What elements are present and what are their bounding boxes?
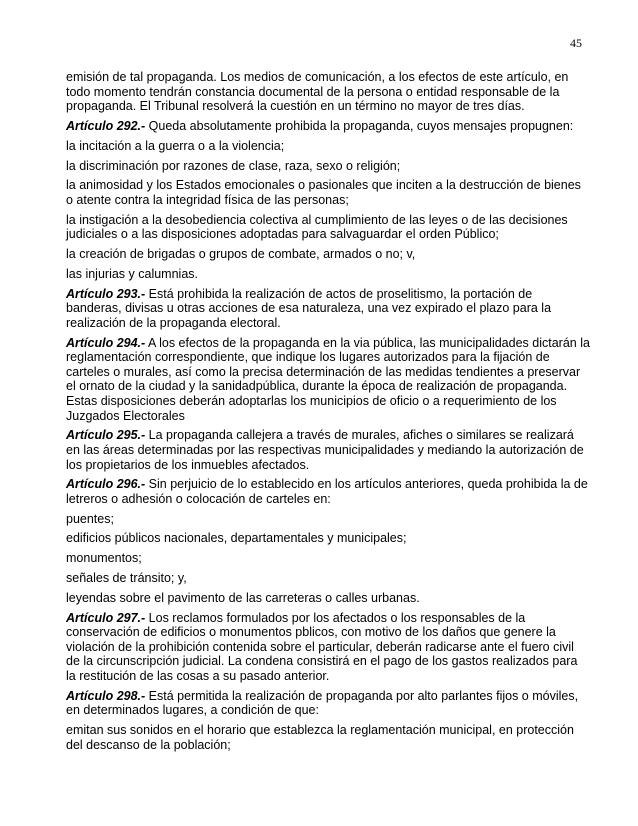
paragraph	[66, 287, 590, 331]
paragraph-text: La propaganda callejera a través de murales, afiches o similares se realizará en las áreas determinadas por las respectivas municipalidades y mediando la autorización de los propietarios de los inmuebles afectados.	[66, 428, 584, 472]
paragraph	[66, 428, 590, 472]
paragraph-text: la instigación a la desobediencia colectiva al cumplimiento de las leyes o de las decisiones judiciales o a las disposiciones adoptadas para salvaguardar el orden Público;	[66, 212, 568, 242]
paragraph	[66, 477, 590, 506]
paragraph-text: señales de tránsito; y,	[66, 571, 187, 586]
paragraph-text: Está prohibida la realización de actos de proselitismo, la portación de banderas, divisas u otras acciones de esa naturaleza, una vez expirado el plazo para la realización de la propaganda electoral.	[66, 286, 552, 330]
paragraph	[66, 551, 590, 566]
paragraph	[66, 723, 590, 752]
paragraph	[66, 512, 590, 527]
paragraph-text: Los reclamos formulados por los afectados o los responsables de la conservación de edificios o monumentos pblicos, con motivo de los daños que genere la violación de la prohibición contenida sobre el particular, deberán radicarse ante el fuero civil de la circunscripción judicial. La condena consistirá en el pago de los gastos realizados para la restitución de las cosas a su pasado anterior.	[66, 610, 578, 683]
paragraph	[66, 531, 590, 546]
paragraph-text: puentes;	[66, 511, 114, 526]
paragraph-text: A los efectos de la propaganda en la via pública, las municipalidades dictarán la reglamentación correspondiente, que indique los lugares autorizados para la fijación de carteles o murales, así como la precisa determinación de las medidas tendientes a preservar el ornato de la ciudad y la sanidadpública, durante la época de realización de propaganda. Estas disposiciones deberán adoptarlas los municipios de oficio o a requerimiento de los Juzgados Electorales	[66, 335, 590, 423]
paragraph	[66, 139, 590, 154]
paragraph-text: la creación de brigadas o grupos de combate, armados o no; v,	[66, 247, 416, 262]
paragraph-text: emisión de tal propaganda. Los medios de comunicación, a los efectos de este artículo, en todo momento tendrán constancia documental de la persona o entidad responsable de la propaganda. El Tribunal resolverá la cuestión en un término no mayor de tres días.	[66, 70, 569, 114]
page-number: 45	[570, 36, 582, 50]
paragraph-text: Queda absolutamente prohibida la propaganda, cuyos mensajes propugnen:	[145, 118, 574, 133]
paragraph-text: Está permitida la realización de propaganda por alto parlantes fijos o móviles, en determinados lugares, a condición de que:	[66, 688, 579, 718]
article-label: Artículo 297.-	[66, 610, 146, 625]
paragraph	[66, 178, 590, 207]
article-label: Artículo 295.-	[66, 428, 146, 443]
paragraph-text: emitan sus sonidos en el horario que establezca la reglamentación municipal, en protección del descanso de la población;	[66, 723, 574, 752]
paragraph-text: la animosidad y los Estados emocionales o pasionales que inciten a la destrucción de bienes o atente contra la integridad física de las personas;	[66, 178, 581, 207]
paragraph	[66, 119, 590, 134]
document-body	[66, 70, 590, 758]
article-label: Artículo 296.-	[66, 477, 146, 492]
paragraph-text: monumentos;	[66, 551, 142, 566]
paragraph	[66, 591, 590, 606]
article-label: Artículo 294.-	[66, 335, 146, 350]
article-label: Artículo 292.-	[66, 118, 146, 133]
paragraph	[66, 159, 590, 174]
paragraph	[66, 267, 590, 282]
article-label: Artículo 293.-	[66, 286, 146, 301]
paragraph-text: las injurias y calumnias.	[66, 266, 198, 281]
paragraph-text: edificios públicos nacionales, departamentales y municipales;	[66, 531, 407, 546]
paragraph	[66, 571, 590, 586]
paragraph-text: leyendas sobre el pavimento de las carreteras o calles urbanas.	[66, 590, 420, 605]
paragraph	[66, 336, 590, 424]
paragraph	[66, 611, 590, 684]
paragraph-text: la discriminación por razones de clase, raza, sexo o religión;	[66, 158, 401, 173]
article-label: Artículo 298.-	[66, 688, 146, 703]
paragraph-text: la incitación a la guerra o a la violencia;	[66, 138, 285, 153]
paragraph	[66, 213, 590, 242]
paragraph-text: Sin perjuicio de lo establecido en los artículos anteriores, queda prohibida la de letreros o adhesión o colocación de carteles en:	[66, 477, 588, 506]
paragraph	[66, 70, 590, 114]
paragraph	[66, 247, 590, 262]
paragraph	[66, 689, 590, 718]
